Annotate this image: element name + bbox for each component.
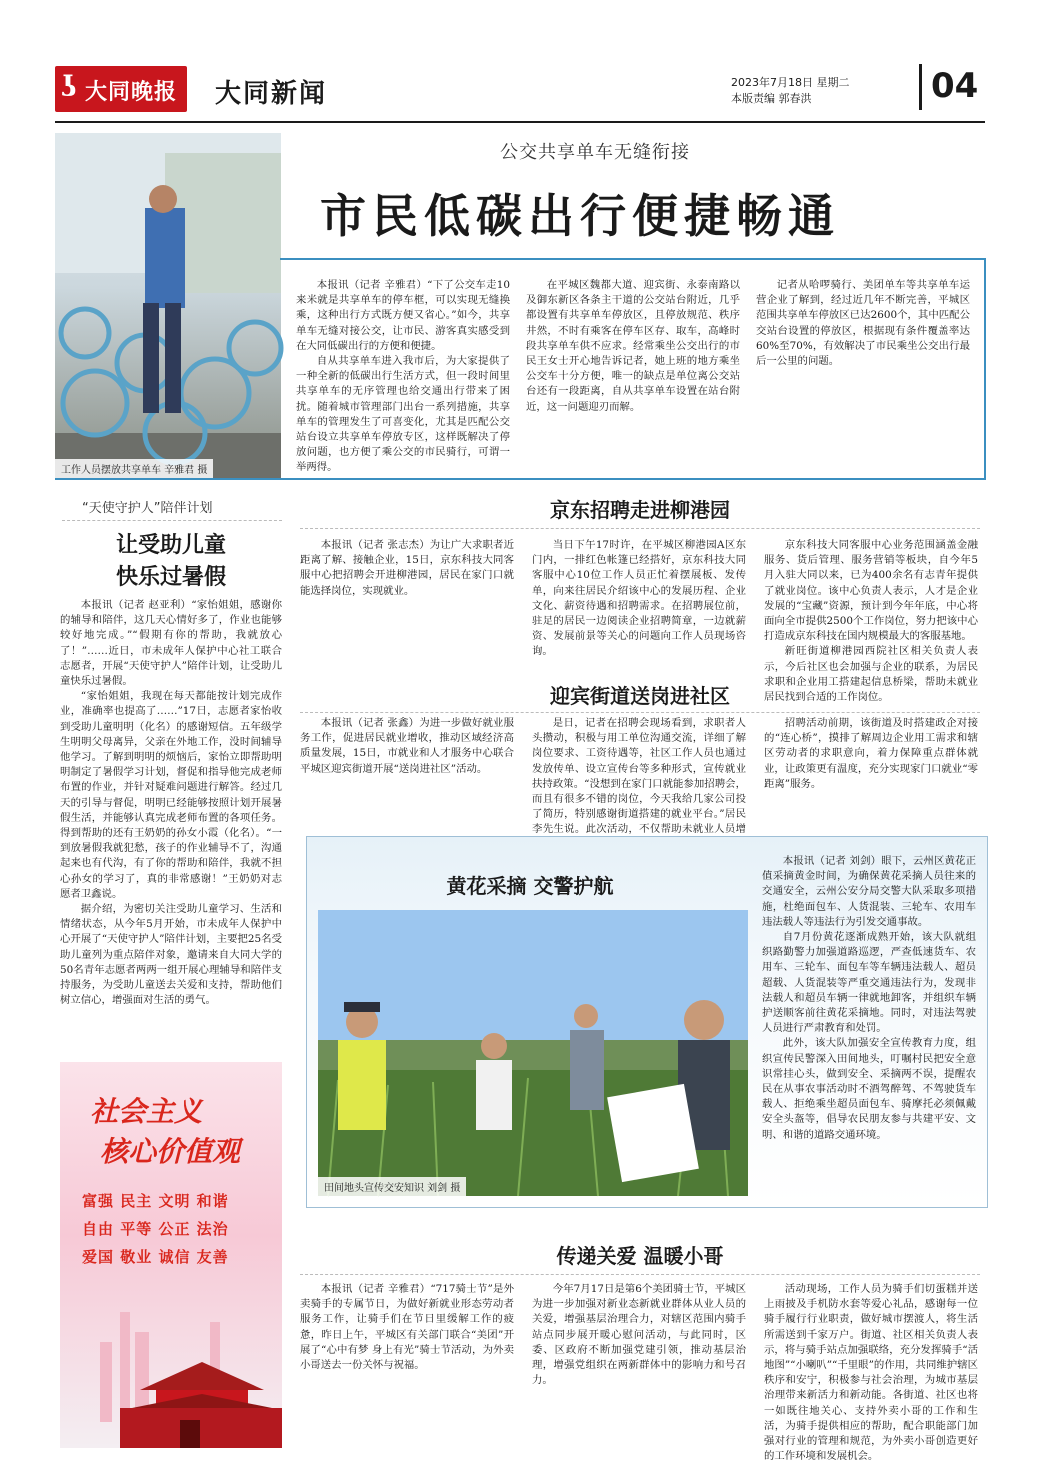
rider-p3: 活动现场，工作人员为骑手们切蛋糕并送上雨披及手机防水套等爱心礼品，感谢每一位骑手履行行业职责，做好城市摆渡人，将生活所需送到千家万户。街道、社区相关负责人表示，将与骑手站点加强联络，充分发挥骑手“活地图”“小喇叭”“千里眼”的作用，共同维护辖区秩序和安宁，积极参与社会治理，为城市基层治理带来新活力和新动能。各街道、社区也将一如既往地关心、支持外卖小哥的工作和生活，为骑手提供相应的帮助，配合职能部门加强对行业的管理和规范，为外卖小哥创造更好的工作环境和发展机会。: [764, 1283, 978, 1463]
editor-line: 本版责编 郭春洪: [731, 92, 812, 105]
lead-p1: 本报讯（记者 辛雅君）“下了公交车走10来米就是共享单车的停车框，可以实现无缝换乘，这种出行方式既方便又省心。”如今，共享单车无缝对接公交，让市民、游客真实感受到在大同低碳出行的方便和便捷。: [296, 279, 510, 352]
rider-p1: 本报讯（记者 辛雅君）“717骑士节”是外卖骑手的专属节日，为做好新就业形态劳动者服务工作，让骑手们在节日里缓解工作的疲惫，昨日上午，平城区有关部门联合“美团”开展了“心中有梦 身上有光”骑士节活动，为外卖小哥送去一份关怀与祝福。: [300, 1283, 514, 1372]
jd-col-3: [764, 538, 978, 704]
jd-headline: 京东招聘走进柳港园: [550, 498, 730, 522]
huanghua-photo-caption: 田间地头宣传交安知识 刘剑 摄: [318, 1177, 466, 1196]
rider-p2: 今年7月17日是第6个美团骑士节，平城区为进一步加强对新业态新就业群体从业人员的关爱，增强基层治理合力，对辖区范围内骑手站点同步展开暖心慰问活动，与此同时，区委、区政府不断加强党建引领，推动基层治理，增强党组织在两新群体中的影响力和号召力。: [532, 1283, 746, 1387]
tiananmen-illustration: [60, 1282, 282, 1448]
jd-col-1: [300, 538, 514, 656]
lead-p2: 自从共享单车进入我市后，为大家提供了一种全新的低碳出行生活方式，但一段时间里共享单车的无序管理也给交通出行带来了困扰。随着城市管理部门出台一系列措施，共享单车的管理发生了可喜变化，尤其是匹配公交站台设立共享单车停放专区，这样既解决了停放问题，也方便了乘公交的市民骑行，可谓一举两得。: [296, 355, 510, 474]
ad-values-row3: 爱国 敬业 诚信 友善: [82, 1248, 229, 1266]
rider-rule: [300, 1274, 980, 1275]
lead-photo-caption: 工作人员摆放共享单车 辛雅君 摄: [55, 459, 213, 478]
huanghua-p1: 本报讯（记者 刘剑）眼下，云州区黄花正值采摘黄金时间，为确保黄花采摘人员往来的交通安全，云州公安分局交警大队采取多项措施，杜绝面包车、人货混装、三轮车、农用车违法载人等违法行为引发交通事故。: [762, 855, 976, 928]
jd-p2: 当日下午17时许，在平城区柳港园A区东门内，一排红色帐篷已经搭好，京东科技大同客服中心10位工作人员正忙着摆展板、发传单，向来往居民介绍该中心的发展历程、企业文化、薪资待遇和招聘需求。在招聘展位前，驻足的居民一边阅读企业招聘简章，一边就薪资、发展前景等关心的问题向工作人员现场咨询。: [532, 539, 746, 658]
logo-mark-icon: ʖ: [61, 70, 77, 103]
yingbin-p2: 是日，记者在招聘会现场看到，求职者人头攒动，积极与用工单位沟通交流，详细了解岗位要求、工资待遇等，社区工作人员也通过发放传单、设立宣传台等多种形式，宣传就业扶持政策。“没想到在家门口就能参加招聘会，而且有很多不错的岗位，今天我给几家公司投了简历，特别感谢街道搭建的就业平台。”居民李先生说。此次活动，不仅帮助未就业人员增: [532, 717, 746, 836]
yingbin-col-3: [764, 716, 978, 826]
lead-photo: [55, 133, 281, 478]
ad-title-line1: 社会主义: [90, 1095, 203, 1128]
jd-rule: [300, 528, 980, 529]
date-line: 2023年7月18日 星期二: [731, 76, 850, 89]
lead-col-2: [526, 278, 740, 474]
huanghua-photo: [318, 910, 748, 1196]
huanghua-body: [762, 854, 976, 1200]
masthead: [55, 60, 985, 120]
ad-values-row1: 富强 民主 文明 和谐: [82, 1192, 229, 1210]
page-number: 04: [931, 66, 979, 106]
angel-headline-line2: 快乐过暑假: [115, 565, 226, 590]
yingbin-p3: 招聘活动前期，该街道及时搭建政企对接的“连心桥”，摸排了解周边企业用工需求和辖区劳动者的求职意向，着力保障重点群体就业，让政策更有温度，充分实现家门口就业“零距离”服务。: [764, 717, 978, 790]
yingbin-col-1: [300, 716, 514, 826]
huanghua-p2: 自7月份黄花逐渐成熟开始，该大队就组织路勤警力加强道路巡逻，严查低速货车、农用车、三轮车、面包车等车辆违法载人、超员超载、人货混装等严重交通违法行为，发现非法载人和超员车辆一律就地卸客，并组织车辆护送顺客前往黄花采摘地。同时，对违法驾驶人员进行严肃教育和处罚。: [762, 931, 976, 1035]
rider-col-2: [532, 1282, 746, 1442]
lead-p4: 记者从哈啰骑行、美团单车等共享单车运营企业了解到，经过近几年不断完善，平城区范围共享单车停放区已达2600个，其中匹配公交站台设置的停放区，根据现有条件覆盖率达60%至70%，有效解决了市民乘坐公交出行最后一公里的问题。: [756, 279, 970, 368]
rider-col-3: [764, 1282, 978, 1463]
jd-p3: 京东科技大同客服中心业务范围涵盖金融服务、货后管理、服务营销等板块，自今年5月入驻大同以来，已为400余名有志青年提供了就业岗位。该中心负责人表示，人才是企业发展的“宝藏”资源，预计到今年年底，中心将面向全市提供2500个工作岗位，努力把该中心打造成京东科技在国内规模最大的客服基地。: [764, 539, 978, 643]
angel-kicker-rule: [62, 520, 282, 521]
page-number-divider: [919, 64, 922, 110]
lead-col-3: [756, 278, 970, 474]
section-name: 大同新闻: [215, 79, 328, 109]
jd-p4: 新旺街道柳港园西院社区相关负责人表示，今后社区也会加强与企业的联系，为居民求职和企业用工搭建起信息桥梁，帮助未就业居民找到合适的工作岗位。: [764, 645, 978, 704]
jd-p1: 本报讯（记者 张志杰）为让广大求职者近距离了解、接触企业，15日，京东科技大同客服中心把招聘会开进柳港园，居民在家门口就能选择岗位，实现就业。: [300, 539, 514, 597]
lead-kicker: 公交共享单车无缝衔接: [500, 142, 690, 163]
angel-headline: [56, 530, 286, 594]
angel-kicker: “天使守护人”陪伴计划: [82, 501, 213, 516]
lead-story-frame-bottom: [55, 478, 986, 480]
bike-rack-illustration: [55, 133, 281, 478]
angel-p3: 据介绍，为密切关注受助儿童学习、生活和情绪状态，从今年5月开始，市未成年人保护中心开展了“天使守护人”陪伴计划，主要把25名受助儿童列为重点陪伴对象，邀请来自大同大学的50名青年志愿者两两一组开展心理辅导和陪伴支持服务，为受助儿童送去关爱和支持，帮助他们树立信心，增强面对生活的勇气。: [60, 903, 282, 1007]
lead-col-1: [296, 278, 510, 474]
yingbin-p1: 本报讯（记者 张鑫）为进一步做好就业服务工作，促进居民就业增收，推动区域经济高质量发展，15日，市就业和人才服务中心联合平城区迎宾街道开展“送岗进社区”活动。: [300, 717, 514, 775]
jd-col-2: [532, 538, 746, 656]
angel-body: [60, 598, 282, 1048]
angel-p2: “家怡姐姐，我现在每天都能按计划完成作业，准确率也提高了……”17日，志愿者家怡收到受助儿童明明（化名）的感谢短信。五年级学生明明父母离异，父亲在外地工作，没时间辅导他学习。了解到明明的烦恼后，家怡立即帮助明明制定了暑假学习计划，督促和指导他完成老师布置的作业，并针对疑难问题进行解答。经过几天的引导与督促，明明已经能够按照计划开展暑假生活，并能够认真完成老师布置的各项任务。得到帮助的还有王奶奶的孙女小霞（化名）。“一到放暑假我就犯愁，孩子的作业辅导不了，沟通起来也有代沟，有了你的帮助和陪伴，我就不担心孙女的学习了，真的非常感谢！”王奶奶对志愿者卫鑫说。: [60, 690, 282, 900]
angel-p1: 本报讯（记者 赵亚利）“家怡姐姐，感谢你的辅导和陪伴，这几天心情好多了，作业也能够较好地完成。”“假期有你的帮助，我就放心了！”……近日，市未成年人保护中心社工联合志愿者，开展“天使守护人”陪伴计划，让受助儿童快乐过暑假。: [60, 599, 282, 688]
lead-headline: 市民低碳出行便捷畅通: [320, 189, 840, 243]
newspaper-logo: [55, 66, 187, 112]
yingbin-col-2: [532, 716, 746, 836]
huanghua-p3: 此外，该大队加强安全宣传教育力度，组织宣传民警深入田间地头，叮嘱村民把安全意识常挂心头，做到安全、采摘两不误，提醒农民在从事农事活动时不酒驾醉驾、不驾驶货车载人、拒绝乘坐超员面包车、骑摩托必须佩戴安全头盔等，倡导农民朋友参与共建平安、文明、和谐的道路交通环境。: [762, 1037, 976, 1141]
masthead-rule: [55, 121, 985, 123]
rider-headline: 传递关爱 温暖小哥: [556, 1244, 724, 1268]
lead-p3: 在平城区魏都大道、迎宾街、永泰南路以及御东新区各条主干道的公交站台附近，几乎都设置有共享单车停放区，且停放规范、秩序井然，不时有乘客在停车区存、取车，高峰时段共享单车供不应求。经常乘坐公交出行的市民王女士开心地告诉记者，她上班的地方乘坐公交车十分方便，唯一的缺点是单位离公交站台还有一段距离，自从共享单车设置在站台附近，这一问题迎刃而解。: [526, 279, 740, 413]
yingbin-headline: 迎宾街道送岗进社区: [550, 684, 730, 708]
huanghua-headline: 黄花采摘 交警护航: [446, 874, 614, 898]
ad-title-line2: 核心价值观: [100, 1135, 241, 1168]
ad-values-row2: 自由 平等 公正 法治: [82, 1220, 229, 1238]
yingbin-rule: [300, 712, 980, 713]
field-scene-illustration: [318, 910, 748, 1196]
rider-col-1: [300, 1282, 514, 1442]
angel-headline-line1: 让受助儿童: [115, 533, 226, 558]
logo-text: 大同晚报: [85, 79, 178, 105]
core-values-ad: [60, 1062, 282, 1448]
